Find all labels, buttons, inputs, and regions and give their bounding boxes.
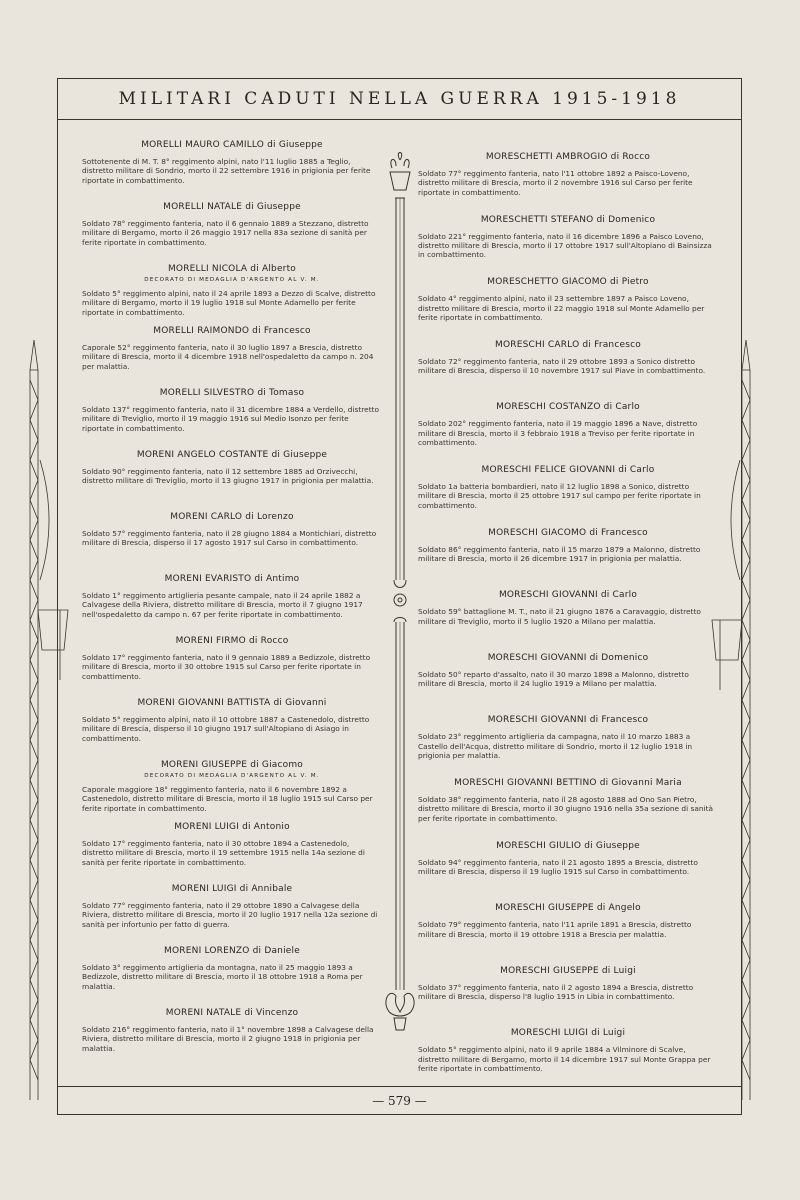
soldier-name: MORENI LORENZO di Daniele bbox=[164, 946, 300, 956]
list-item bbox=[82, 512, 382, 574]
page-header bbox=[57, 78, 742, 120]
list-item bbox=[82, 636, 382, 698]
center-column-ornament bbox=[380, 150, 420, 1040]
list-item bbox=[82, 884, 382, 946]
soldier-description: Soldato 78° reggimento fanteria, nato il 6 gennaio 1889 a Stezzano, distretto militare di Bergamo, morto il 26 maggio 1917 nella 83a sezione di sanità per ferite riportate in combattimento. bbox=[82, 219, 369, 247]
soldier-name: MORESCHI LUIGI di Luigi bbox=[510, 1028, 626, 1039]
soldier-name: MORESCHETTI STEFANO di Domenico bbox=[480, 214, 656, 225]
soldier-description: Soldato 72° reggimento fanteria, nato il 29 ottobre 1893 a Sonico distretto militare di Brescia, disperso il 10 novembre 1917 sul Piave in combattimento. bbox=[418, 356, 706, 376]
page-number: — 579 — bbox=[372, 1094, 427, 1108]
list-item bbox=[82, 946, 382, 1008]
soldier-name: MORESCHI GIOVANNI di Carlo bbox=[498, 590, 638, 601]
list-item bbox=[418, 715, 718, 778]
soldier-name: MORELLI RAIMONDO di Francesco bbox=[153, 326, 311, 336]
list-item bbox=[82, 822, 382, 884]
soldier-description: Soldato 79° reggimento fanteria, nato l'11 aprile 1891 a Brescia, distretto militare di Brescia, morto il 19 ottobre 1918 a Brescia per malattia. bbox=[418, 920, 692, 939]
soldier-description: Soldato 3° reggimento artiglieria da montagna, nato il 25 maggio 1893 a Bedizzole, distretto militare di Brescia, morto il 18 ottobre 1918 a Roma per malattia. bbox=[82, 963, 363, 991]
list-item bbox=[418, 653, 718, 716]
list-item bbox=[418, 841, 718, 904]
soldier-name: MORESCHI FELICE GIOVANNI di Carlo bbox=[481, 464, 655, 475]
soldier-description: Soldato 4° reggimento alpini, nato il 23 settembre 1897 a Paisco Loveno, distretto militare di Brescia, morto il 22 maggio 1918 sul Monte Adamello per ferite riportate in combattimento. bbox=[418, 294, 705, 322]
soldier-name: MORENI NATALE di Vincenzo bbox=[165, 1008, 299, 1018]
soldier-name: MORELLI MAURO CAMILLO di Giuseppe bbox=[141, 140, 323, 150]
list-item bbox=[418, 590, 718, 653]
soldier-name: MORESCHI GIACOMO di Francesco bbox=[488, 527, 648, 538]
list-item bbox=[418, 215, 718, 278]
list-item bbox=[82, 760, 382, 822]
soldier-name: MORENI LUIGI di Annibale bbox=[171, 884, 293, 894]
soldier-description: Soldato 17° reggimento fanteria, nato il 9 gennaio 1889 a Bedizzole, distretto militare di Brescia, morto il 30 ottobre 1915 sul Carso per ferite riportate in combattimento. bbox=[82, 653, 371, 681]
left-column bbox=[82, 140, 382, 1070]
list-item bbox=[82, 450, 382, 512]
right-column bbox=[418, 152, 718, 1091]
decoration-note: DECORATO DI MEDAGLIA D'ARGENTO AL V. M. bbox=[144, 277, 320, 283]
soldier-name: MORESCHI COSTANZO di Carlo bbox=[496, 402, 640, 413]
soldier-description: Soldato 202° reggimento fanteria, nato il 19 maggio 1896 a Nave, distretto militare di Brescia, morto il 3 febbraio 1918 a Treviso per ferite riportate in combattimento. bbox=[418, 419, 698, 448]
soldier-name: MORENI LUIGI di Antonio bbox=[174, 822, 290, 832]
soldier-description: Soldato 77° reggimento fanteria, nato il 29 ottobre 1890 a Calvagese della Riviera, distretto militare di Brescia, morto il 20 luglio 1917 nella 12a sezione di sanità per infortunio per fatto di guerra. bbox=[82, 901, 378, 929]
list-item bbox=[82, 202, 382, 264]
soldier-description: Soldato 216° reggimento fanteria, nato il 1° novembre 1898 a Calvagese della Riviera, distretto militare di Brescia, morto il 2 giugno 1918 in prigionia per malattia. bbox=[82, 1025, 374, 1053]
list-item bbox=[418, 966, 718, 1029]
list-item bbox=[418, 778, 718, 841]
soldier-description: Soldato 37° reggimento fanteria, nato il 2 agosto 1894 a Brescia, distretto militare di Brescia, disperso l'8 luglio 1915 in Libia in combattimento. bbox=[418, 982, 694, 1002]
soldier-description: Soldato 50° reparto d'assalto, nato il 30 marzo 1898 a Malonno, distretto militare di Brescia, morto il 24 luglio 1919 a Milano per malattia. bbox=[418, 669, 689, 689]
soldier-description: Soldato 5° reggimento alpini, nato il 24 aprile 1893 a Dezzo di Scalve, distretto militare di Bergamo, morto il 19 luglio 1918 sul Monte Adamello per ferite riportate in combattimento. bbox=[82, 289, 376, 317]
soldier-description: Soldato 77° reggimento fanteria, nato l'11 ottobre 1892 a Paisco-Loveno, distretto militare di Brescia, morto il 2 novembre 1916 sul Carso per ferite riportate in combattimento. bbox=[418, 169, 693, 197]
soldier-name: MORESCHI GIOVANNI di Francesco bbox=[487, 715, 649, 726]
soldier-name: MORELLI NICOLA di Alberto bbox=[167, 264, 297, 274]
soldier-name: MORESCHI GIUSEPPE di Angelo bbox=[495, 903, 641, 914]
list-item bbox=[82, 698, 382, 760]
soldier-description: Caporale 52° reggimento fanteria, nato il 30 luglio 1897 a Brescia, distretto militare di Brescia, morto il 4 dicembre 1918 nell'ospedaletto da campo n. 204 per malattia. bbox=[82, 343, 374, 371]
soldier-description: Soldato 137° reggimento fanteria, nato il 31 dicembre 1884 a Verdello, distretto militare di Treviglio, morto il 19 maggio 1916 sul Medio Isonzo per ferite riportate in combattimento. bbox=[82, 405, 380, 433]
soldier-description: Sottotenente di M. T. 8° reggimento alpini, nato l'11 luglio 1885 a Teglio, distretto militare di Sondrio, morto il 22 settembre 1916 in prigionia per ferite riportate in combattimento. bbox=[82, 157, 371, 185]
list-item bbox=[82, 574, 382, 636]
soldier-name: MORENI ANGELO COSTANTE di Giuseppe bbox=[136, 450, 328, 460]
soldier-description: Soldato 38° reggimento fanteria, nato il 28 agosto 1888 ad Ono San Pietro, distretto militare di Brescia, morto il 30 giugno 1916 nella 35a sezione di sanità per ferite riportate in combattimento. bbox=[418, 794, 714, 823]
soldier-name: MORESCHETTI AMBROGIO di Rocco bbox=[485, 152, 651, 162]
list-item bbox=[418, 465, 718, 528]
list-item bbox=[82, 140, 382, 202]
list-item bbox=[82, 388, 382, 450]
soldier-name: MORESCHI CARLO di Francesco bbox=[495, 339, 641, 350]
soldier-description: Soldato 221° reggimento fanteria, nato il 16 dicembre 1896 a Paisco Loveno, distretto militare di Brescia, morto il 17 ottobre 1917 sull'Altopiano di Bainsizza in combattimento. bbox=[418, 231, 712, 260]
soldier-description: Soldato 57° reggimento fanteria, nato il 28 giugno 1884 a Montichiari, distretto militare di Brescia, disperso il 17 agosto 1917 sul Carso in combattimento. bbox=[82, 529, 377, 548]
soldier-description: Soldato 94° reggimento fanteria, nato il 21 agosto 1895 a Brescia, distretto militare di Brescia, disperso il 19 luglio 1915 sul Carso in combattimento. bbox=[418, 857, 698, 876]
soldier-description: Soldato 1° reggimento artiglieria pesante campale, nato il 24 aprile 1882 a Calvagese della Riviera, distretto militare di Brescia, morto il 7 giugno 1917 nell'ospedaletto da campo n. 67 per ferite riportate in combattimento. bbox=[82, 591, 363, 619]
soldier-description: Soldato 1a batteria bombardieri, nato il 12 luglio 1898 a Sonico, distretto militare di Brescia, morto il 25 ottobre 1917 sul campo per ferite riportate in combattimento. bbox=[418, 481, 701, 510]
list-item bbox=[418, 152, 718, 215]
soldier-name: MORENI FIRMO di Rocco bbox=[175, 636, 289, 646]
list-item bbox=[418, 340, 718, 403]
soldier-name: MORESCHI GIOVANNI BETTINO di Giovanni Maria bbox=[454, 777, 682, 788]
list-item bbox=[82, 264, 382, 326]
soldier-description: Soldato 59° battaglione M. T., nato il 21 giugno 1876 a Caravaggio, distretto militare di Treviglio, morto il 5 luglio 1920 a Milano per malattia. bbox=[418, 607, 701, 626]
soldier-description: Soldato 5° reggimento alpini, nato il 10 ottobre 1887 a Castenedolo, distretto militare di Brescia, disperso il 10 giugno 1917 sull'Altopiano di Asiago in combattimento. bbox=[82, 715, 370, 743]
list-item bbox=[418, 903, 718, 966]
decoration-note: DECORATO DI MEDAGLIA D'ARGENTO AL V. M. bbox=[144, 773, 320, 779]
list-item bbox=[418, 1028, 718, 1091]
soldier-description: Soldato 90° reggimento fanteria, nato il 12 settembre 1885 ad Orzivecchi, distretto militare di Treviglio, morto il 13 giugno 1917 in prigionia per malattia. bbox=[82, 467, 374, 486]
soldier-description: Soldato 23° reggimento artiglieria da campagna, nato il 10 marzo 1883 a Castello dell'Acqua, distretto militare di Sondrio, morto il 12 luglio 1918 in prigionia per malattia. bbox=[418, 732, 693, 761]
soldier-name: MORENI CARLO di Lorenzo bbox=[170, 512, 294, 522]
list-item bbox=[418, 277, 718, 340]
list-item bbox=[82, 326, 382, 388]
soldier-name: MORESCHI GIULIO di Giuseppe bbox=[496, 840, 640, 851]
soldier-name: MORESCHI GIOVANNI di Domenico bbox=[487, 652, 649, 663]
list-item bbox=[418, 402, 718, 465]
soldier-name: MORENI EVARISTO di Antimo bbox=[164, 574, 300, 584]
soldier-description: Soldato 17° reggimento fanteria, nato il 30 ottobre 1894 a Castenedolo, distretto militare di Brescia, morto il 19 settembre 1915 nella 14a sezione di sanità per ferite riportate in combattimento. bbox=[82, 839, 365, 867]
soldier-name: MORESCHI GIUSEPPE di Luigi bbox=[500, 965, 636, 976]
page-title: MILITARI CADUTI NELLA GUERRA 1915-1918 bbox=[118, 88, 681, 109]
soldier-name: MORESCHETTO GIACOMO di Pietro bbox=[487, 277, 649, 288]
soldier-name: MORELLI SILVESTRO di Tomaso bbox=[159, 388, 305, 398]
soldier-description: Soldato 86° reggimento fanteria, nato il 15 marzo 1879 a Malonno, distretto militare di Brescia, morto il 26 dicembre 1917 in prigionia per malattia. bbox=[418, 544, 701, 563]
list-item bbox=[418, 528, 718, 591]
soldier-name: MORENI GIOVANNI BATTISTA di Giovanni bbox=[137, 698, 327, 708]
soldier-description: Soldato 5° reggimento alpini, nato il 9 aprile 1884 a Vilminore di Scalve, distretto militare di Bergamo, morto il 14 dicembre 1917 sul Monte Grappa per ferite riportate in combattimento. bbox=[418, 1045, 711, 1074]
list-item bbox=[82, 1008, 382, 1070]
soldier-name: MORENI GIUSEPPE di Giacomo bbox=[160, 760, 304, 770]
page-footer bbox=[57, 1086, 742, 1115]
soldier-description: Caporale maggiore 18° reggimento fanteria, nato il 6 novembre 1892 a Castenedolo, distretto militare di Brescia, morto il 18 luglio 1915 sul Carso per ferite riportate in combattimento. bbox=[82, 785, 373, 813]
soldier-name: MORELLI NATALE di Giuseppe bbox=[163, 202, 301, 212]
left-lattice-pole-ornament bbox=[22, 340, 72, 1100]
